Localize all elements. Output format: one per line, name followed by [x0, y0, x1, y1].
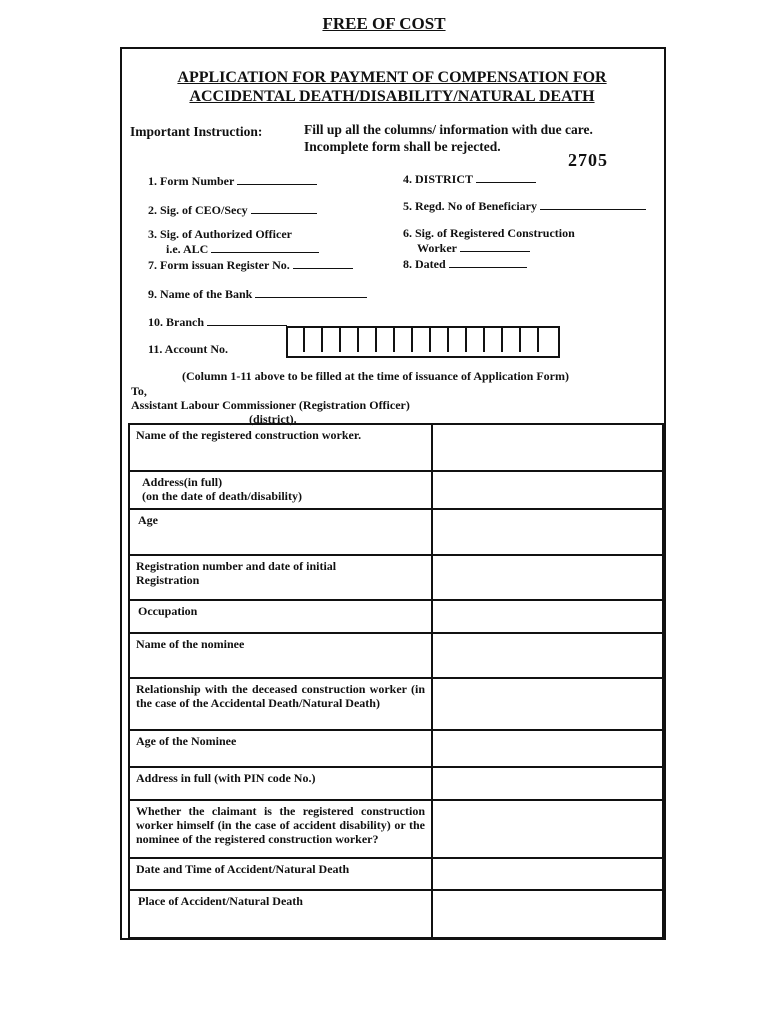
authorized-officer-label: 3. Sig. of Authorized Officer [148, 227, 292, 241]
table-row [129, 858, 663, 890]
row-value-cell[interactable] [432, 858, 663, 890]
bank-name-label: 9. Name of the Bank [148, 287, 253, 301]
regd-no-field [403, 198, 646, 214]
alc-blank[interactable] [211, 241, 319, 253]
row-label: Age of the Nominee [129, 730, 432, 767]
row-label: Address(in full) (on the date of death/disability) [129, 471, 432, 509]
register-no-field [148, 257, 353, 273]
ceo-sig-blank[interactable] [251, 202, 317, 214]
addressee-to: To, [131, 384, 147, 398]
instruction-line1: Fill up all the columns/ information with due care. [304, 122, 593, 137]
row-value-cell[interactable] [432, 471, 663, 509]
table-row [129, 509, 663, 555]
row-value-cell[interactable] [432, 555, 663, 600]
row-value-cell[interactable] [432, 424, 663, 471]
regd-no-blank[interactable] [540, 198, 646, 210]
row-label: Name of the registered construction worker. [129, 424, 432, 471]
account-number-boxes[interactable] [286, 326, 560, 358]
row-value-cell[interactable] [432, 600, 663, 633]
branch-label: 10. Branch [148, 315, 205, 329]
form-title-line1: APPLICATION FOR PAYMENT OF COMPENSATION FOR [177, 69, 607, 86]
row-value-cell[interactable] [432, 730, 663, 767]
row-label: Age [129, 509, 432, 555]
table-row [129, 800, 663, 858]
table-row [129, 471, 663, 509]
row-label: Relationship with the deceased construction worker (in the case of the Accidental Death/Natural Death) [129, 678, 432, 730]
register-no-blank[interactable] [293, 257, 353, 269]
row-value-cell[interactable] [432, 890, 663, 938]
row-label: Place of Accident/Natural Death [129, 890, 432, 938]
bank-name-field [148, 286, 367, 302]
instruction-text [304, 121, 593, 155]
dated-blank[interactable] [449, 256, 527, 268]
form-title [122, 68, 662, 106]
authorized-officer-field [148, 228, 319, 256]
row-label: Date and Time of Accident/Natural Death [129, 858, 432, 890]
table-row [129, 600, 663, 633]
row-label: Name of the nominee [129, 633, 432, 678]
serial-number: 2705 [568, 150, 608, 170]
instruction-label: Important Instruction: [130, 124, 263, 139]
ceo-sig-label: 2. Sig. of CEO/Secy [148, 203, 248, 217]
district-field [403, 171, 536, 187]
worker-sig-blank[interactable] [460, 240, 530, 252]
addressee [131, 384, 410, 426]
dated-field [403, 256, 527, 272]
form-number-blank[interactable] [237, 173, 317, 185]
table-row [129, 730, 663, 767]
row-value-cell[interactable] [432, 633, 663, 678]
account-no-label: 11. Account No. [148, 342, 229, 356]
row-label: Occupation [129, 600, 432, 633]
bank-name-blank[interactable] [255, 286, 367, 298]
free-of-cost-label: FREE OF COST [322, 14, 446, 33]
regd-no-label: 5. Regd. No of Beneficiary [403, 199, 537, 213]
row-label: Whether the claimant is the registered construction worker himself (in the case of accident disability) or the nominee of the registered construction worker? [129, 800, 432, 858]
claim-details-table [128, 423, 664, 939]
district-label: 4. DISTRICT [403, 172, 473, 186]
table-row [129, 890, 663, 938]
table-row [129, 678, 663, 730]
row-value-cell[interactable] [432, 767, 663, 800]
form-number-field [148, 173, 317, 189]
alc-label: i.e. ALC [166, 242, 209, 256]
addressee-officer: Assistant Labour Commissioner (Registration Officer) [131, 398, 410, 412]
table-row [129, 767, 663, 800]
row-value-cell[interactable] [432, 800, 663, 858]
row-label: Address in full (with PIN code No.) [129, 767, 432, 800]
instruction-line2: Incomplete form shall be rejected. [304, 139, 501, 154]
row-value-cell[interactable] [432, 509, 663, 555]
addressee-district: (district). [249, 412, 297, 426]
form-title-line2: ACCIDENTAL DEATH/DISABILITY/NATURAL DEATH [189, 88, 595, 105]
form-number-label: 1. Form Number [148, 174, 235, 188]
branch-blank[interactable] [207, 314, 287, 326]
register-no-label: 7. Form issuan Register No. [148, 258, 290, 272]
row-label: Registration number and date of initial Registration [129, 555, 432, 600]
row-value-cell[interactable] [432, 678, 663, 730]
table-row [129, 633, 663, 678]
table-row [129, 555, 663, 600]
worker-sig-field [403, 226, 575, 255]
column-note: (Column 1-11 above to be filled at the time of issuance of Application Form) [182, 369, 569, 383]
worker-label: Worker [417, 241, 457, 255]
table-row [129, 424, 663, 471]
dated-label: 8. Dated [403, 257, 446, 271]
branch-field [148, 314, 287, 330]
worker-sig-label: 6. Sig. of Registered Construction [403, 226, 575, 240]
district-blank[interactable] [476, 171, 536, 183]
ceo-sig-field [148, 202, 317, 218]
